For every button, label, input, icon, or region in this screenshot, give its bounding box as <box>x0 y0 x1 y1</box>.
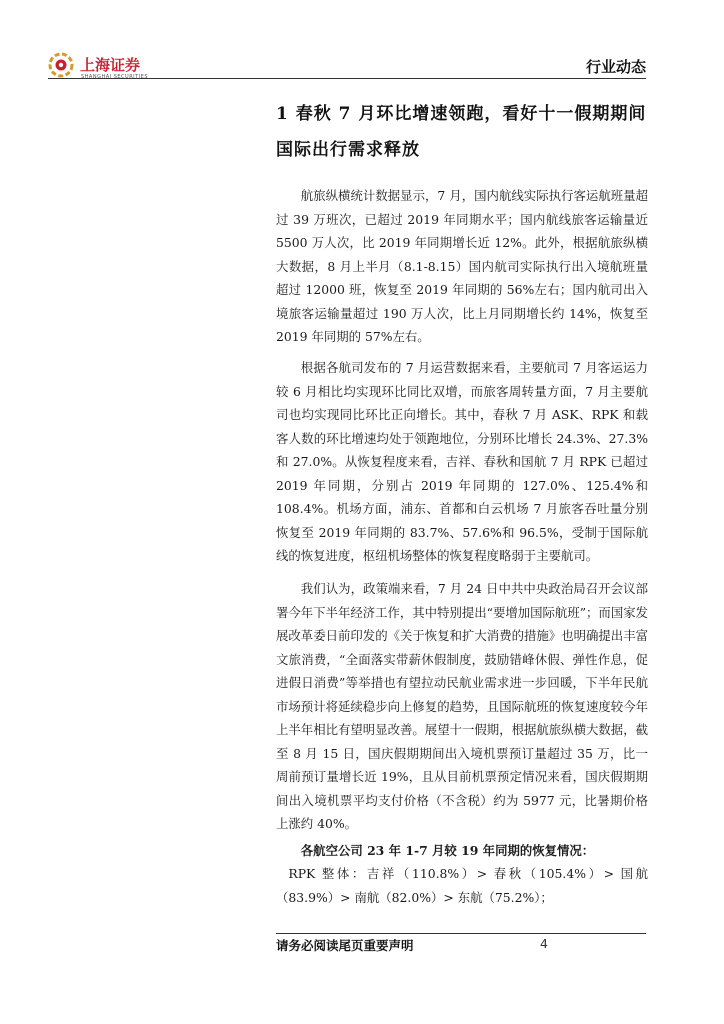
disclaimer-note: 请务必阅读尾页重要声明 <box>276 938 414 953</box>
section-title: 1 春秋 7 月环比增速领跑，看好十一假期期间国际出行需求释放 <box>276 104 647 160</box>
document-type-label: 行业动态 <box>585 58 646 76</box>
logo-emblem-icon <box>48 52 74 78</box>
footer-divider <box>276 933 646 934</box>
recovery-rpk-line: RPK 整体：吉祥（110.8%）> 春秋（105.4%）> 国航（83.9%）> 南航（82.0%）> 东航（75.2%）； <box>276 866 648 905</box>
header-divider <box>48 78 646 79</box>
body-paragraph-2: 根据各航司发布的 7 月运营数据来看，主要航司 7 月客运运力较 6 月相比均实现环比同比双增，而旅客周转量方面，7 月主要航司也均实现同比环比正向增长。其中，春秋 7 月 ASK、RPK 和载客人数的环比增速均处于领跑地位，分别环比增长 24.3%、27.3%和 27.0%。从恢复程度来看，吉祥、春秋和国航 7 月 RPK 已超过 2019 年同期，分别占 2019 年同期的 127.0%、125.4%和 108.4%。机场方面，浦东、首都和白云机场 7 月旅客吞吐量分别恢复至 2019 年同期的 83.7%、57.6%和 96.5%，受制于国际航线的恢复进度，枢纽机场整体的恢复程度略弱于主要航司。 <box>276 360 648 563</box>
body-paragraph-1: 航旅纵横统计数据显示，7 月，国内航线实际执行客运航班量超过 39 万班次，已超过 2019 年同期水平；国内航线旅客运输量近 5500 万人次，比 2019 年同期增长近 12%。此外，根据航旅纵横大数据，8 月上半月（8.1-8.15）国内航司实际执行出入境航班量超过 12000 班，恢复至 2019 年同期的 56%左右；国内航司出入境旅客运输量超过 190 万人次，比上月同期增长约 14%，恢复至 2019 年同期的 57%左右。 <box>276 188 648 344</box>
logo-text-en: SHANGHAI SECURITIES <box>81 74 149 80</box>
body-paragraph-3: 我们认为，政策端来看，7 月 24 日中共中央政治局召开会议部署今年下半年经济工作，其中特别提出“要增加国际航班”；而国家发展改革委日前印发的《关于恢复和扩大消费的措施》也明确提出丰富文旅消费，“全面落实带薪休假制度，鼓励错峰休假、弹性作息，促进假日消费”等举措也有望拉动民航业需求进一步回暖，下半年民航市场预计将延续稳步向上修复的趋势，且国际航班的恢复速度较今年上半年相比有望明显改善。展望十一假期，根据航旅纵横大数据，截至 8 月 15 日，国庆假期期间出入境机票预订量超过 35 万，比一周前预订量增长近 19%，且从目前机票预定情况来看，国庆假期期间出入境机票平均支付价格（不含税）约为 5977 元，比暑期价格上涨约 40%。 <box>276 581 648 831</box>
recovery-heading: 各航空公司 23 年 1-7 月较 19 年同期的恢复情况： <box>300 843 595 858</box>
page-number: 4 <box>540 936 548 951</box>
logo-text-cn: 上海证券 <box>80 56 141 74</box>
